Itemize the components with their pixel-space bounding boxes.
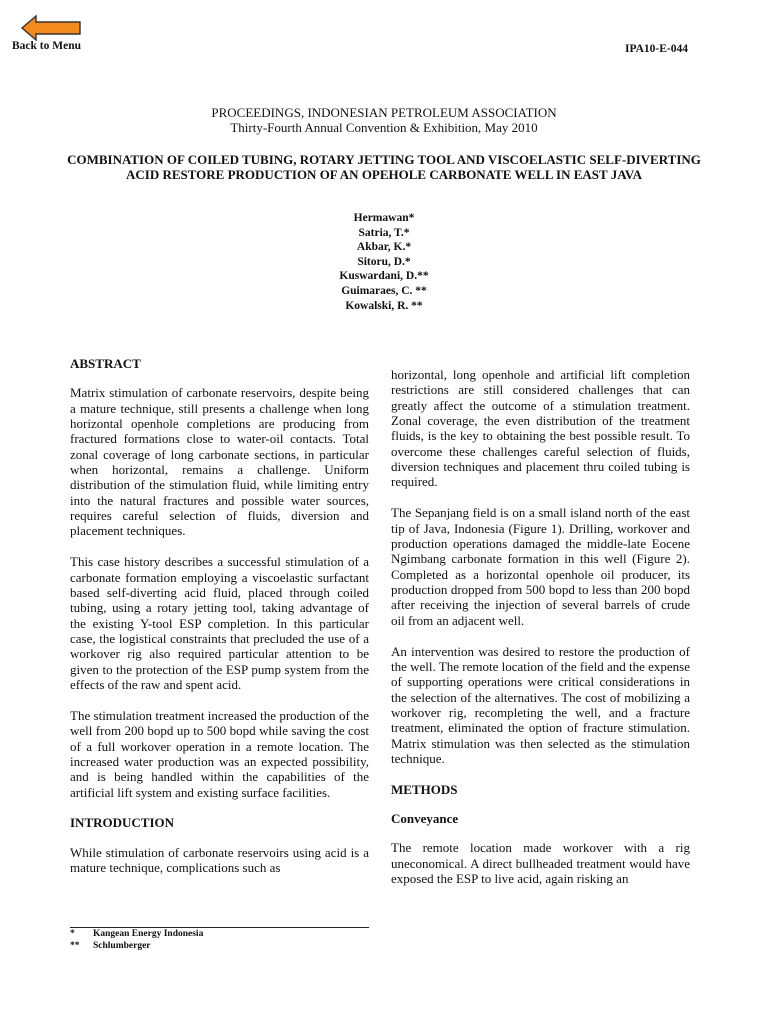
- footnotes: [70, 929, 203, 952]
- back-to-menu-link[interactable]: Back to Menu: [12, 40, 81, 52]
- abstract-paragraph: The stimulation treatment increased the production of the well from 200 bopd up to 500 bopd while saving the cost of a full workover operation in a remote location. The increased water production was an expected possibility, and is being handled within the capabilities of the artificial lift system and existing surface facilities.: [70, 707, 369, 800]
- footnote-mark: *: [70, 929, 75, 939]
- author: Kuswardani, D.**: [339, 270, 429, 283]
- author: Satria, T.*: [358, 226, 410, 239]
- body-paragraph: horizontal, long openhole and artificial lift completion restrictions are still considered challenges that can greatly affect the outcome of a stimulation treatment. Zonal coverage, the even distribution of the treatment fluids, is the key to obtaining the best possible result. To overcome these challenges careful selection of fluids, diversion techniques and placement thru coiled tubing is required.: [391, 367, 690, 490]
- author: Akbar, K.*: [356, 241, 412, 254]
- methods-heading: METHODS: [391, 781, 458, 797]
- footnote-mark: **: [70, 940, 80, 951]
- paper-title: COMBINATION OF COILED TUBING, ROTARY JETTING TOOL AND VISCOELASTIC SELF-DIVERTING ACID RESTORE PRODUCTION OF AN OPEHOLE CARBONATE WELL IN EAST JAVA: [67, 152, 701, 182]
- author-list: [0, 211, 768, 313]
- footnote-affiliation: Kangean Energy Indonesia: [93, 929, 204, 939]
- footnote-affiliation: Schlumberger: [93, 940, 151, 951]
- left-column: [70, 356, 369, 891]
- introduction-heading: INTRODUCTION: [70, 815, 175, 831]
- back-arrow-icon[interactable]: [20, 14, 82, 42]
- abstract-paragraph: Matrix stimulation of carbonate reservoirs, despite being a mature technique, still presents a challenge when long horizontal openhole completions are producing from fractured formations close to water-oil contacts. Total zonal coverage of long carbonate sections, in particular when horizontal, remains a challenge. Uniform distribution of the stimulation fluid, while limiting entry into the natural fractures and possible water sources, requires careful selection of fluids, diversion and placement techniques.: [70, 385, 369, 539]
- introduction-paragraph: While stimulation of carbonate reservoirs using acid is a mature technique, complications such as: [70, 844, 369, 876]
- right-column: [391, 367, 690, 902]
- author: Kowalski, R. **: [345, 299, 423, 312]
- footnote-divider: [70, 927, 369, 928]
- author: Guimaraes, C. **: [341, 284, 427, 297]
- proceedings-header: [0, 105, 768, 135]
- abstract-heading: ABSTRACT: [70, 356, 141, 371]
- conveyance-heading: Conveyance: [391, 811, 459, 827]
- author: Hermawan*: [353, 212, 415, 224]
- body-paragraph: An intervention was desired to restore the production of the well. The remote location of the field and the expense of supporting operations were critical considerations in the selection of the alternatives. The cost of mobilizing a workover rig, recompleting the well, and a fracture treatment, eliminated the option of fracture stimulation. Matrix stimulation was then selected as the stimulation technique.: [391, 643, 691, 766]
- author: Sitoru, D.*: [357, 255, 411, 268]
- convention-line: Thirty-Fourth Annual Convention & Exhibition, May 2010: [230, 120, 538, 135]
- footnote: [70, 929, 203, 941]
- abstract-paragraph: This case history describes a successful stimulation of a carbonate formation employing a viscoelastic surfactant based self-diverting acid fluid, placed through coiled tubing, using a rotary jetting tool, taking advantage of the existing Y-tool ESP completion. In this particular case, the logistical constraints that precluded the use of a workover rig also required particular attention to be given to the protection of the ESP pump system from the effects of the raw and spent acid.: [70, 554, 369, 693]
- body-paragraph: The remote location made workover with a rig uneconomical. A direct bullheaded treatment would have exposed the ESP to live acid, again risking an: [391, 840, 690, 887]
- proceedings-name: PROCEEDINGS, INDONESIAN PETROLEUM ASSOCIATION: [211, 105, 557, 120]
- body-paragraph: The Sepanjang field is on a small island north of the east tip of Java, Indonesia (Figure 1). Drilling, workover and production operations damaged the middle-late Eocene Ngimbang carbonate formation in this well (Figure 2). Completed as a horizontal openhole oil producer, its production dropped from 500 bopd to less than 200 bopd after receiving the injection of several barrels of crude oil from an adjacent well.: [391, 505, 690, 628]
- footnote: [70, 941, 203, 953]
- paper-id: IPA10-E-044: [624, 43, 688, 55]
